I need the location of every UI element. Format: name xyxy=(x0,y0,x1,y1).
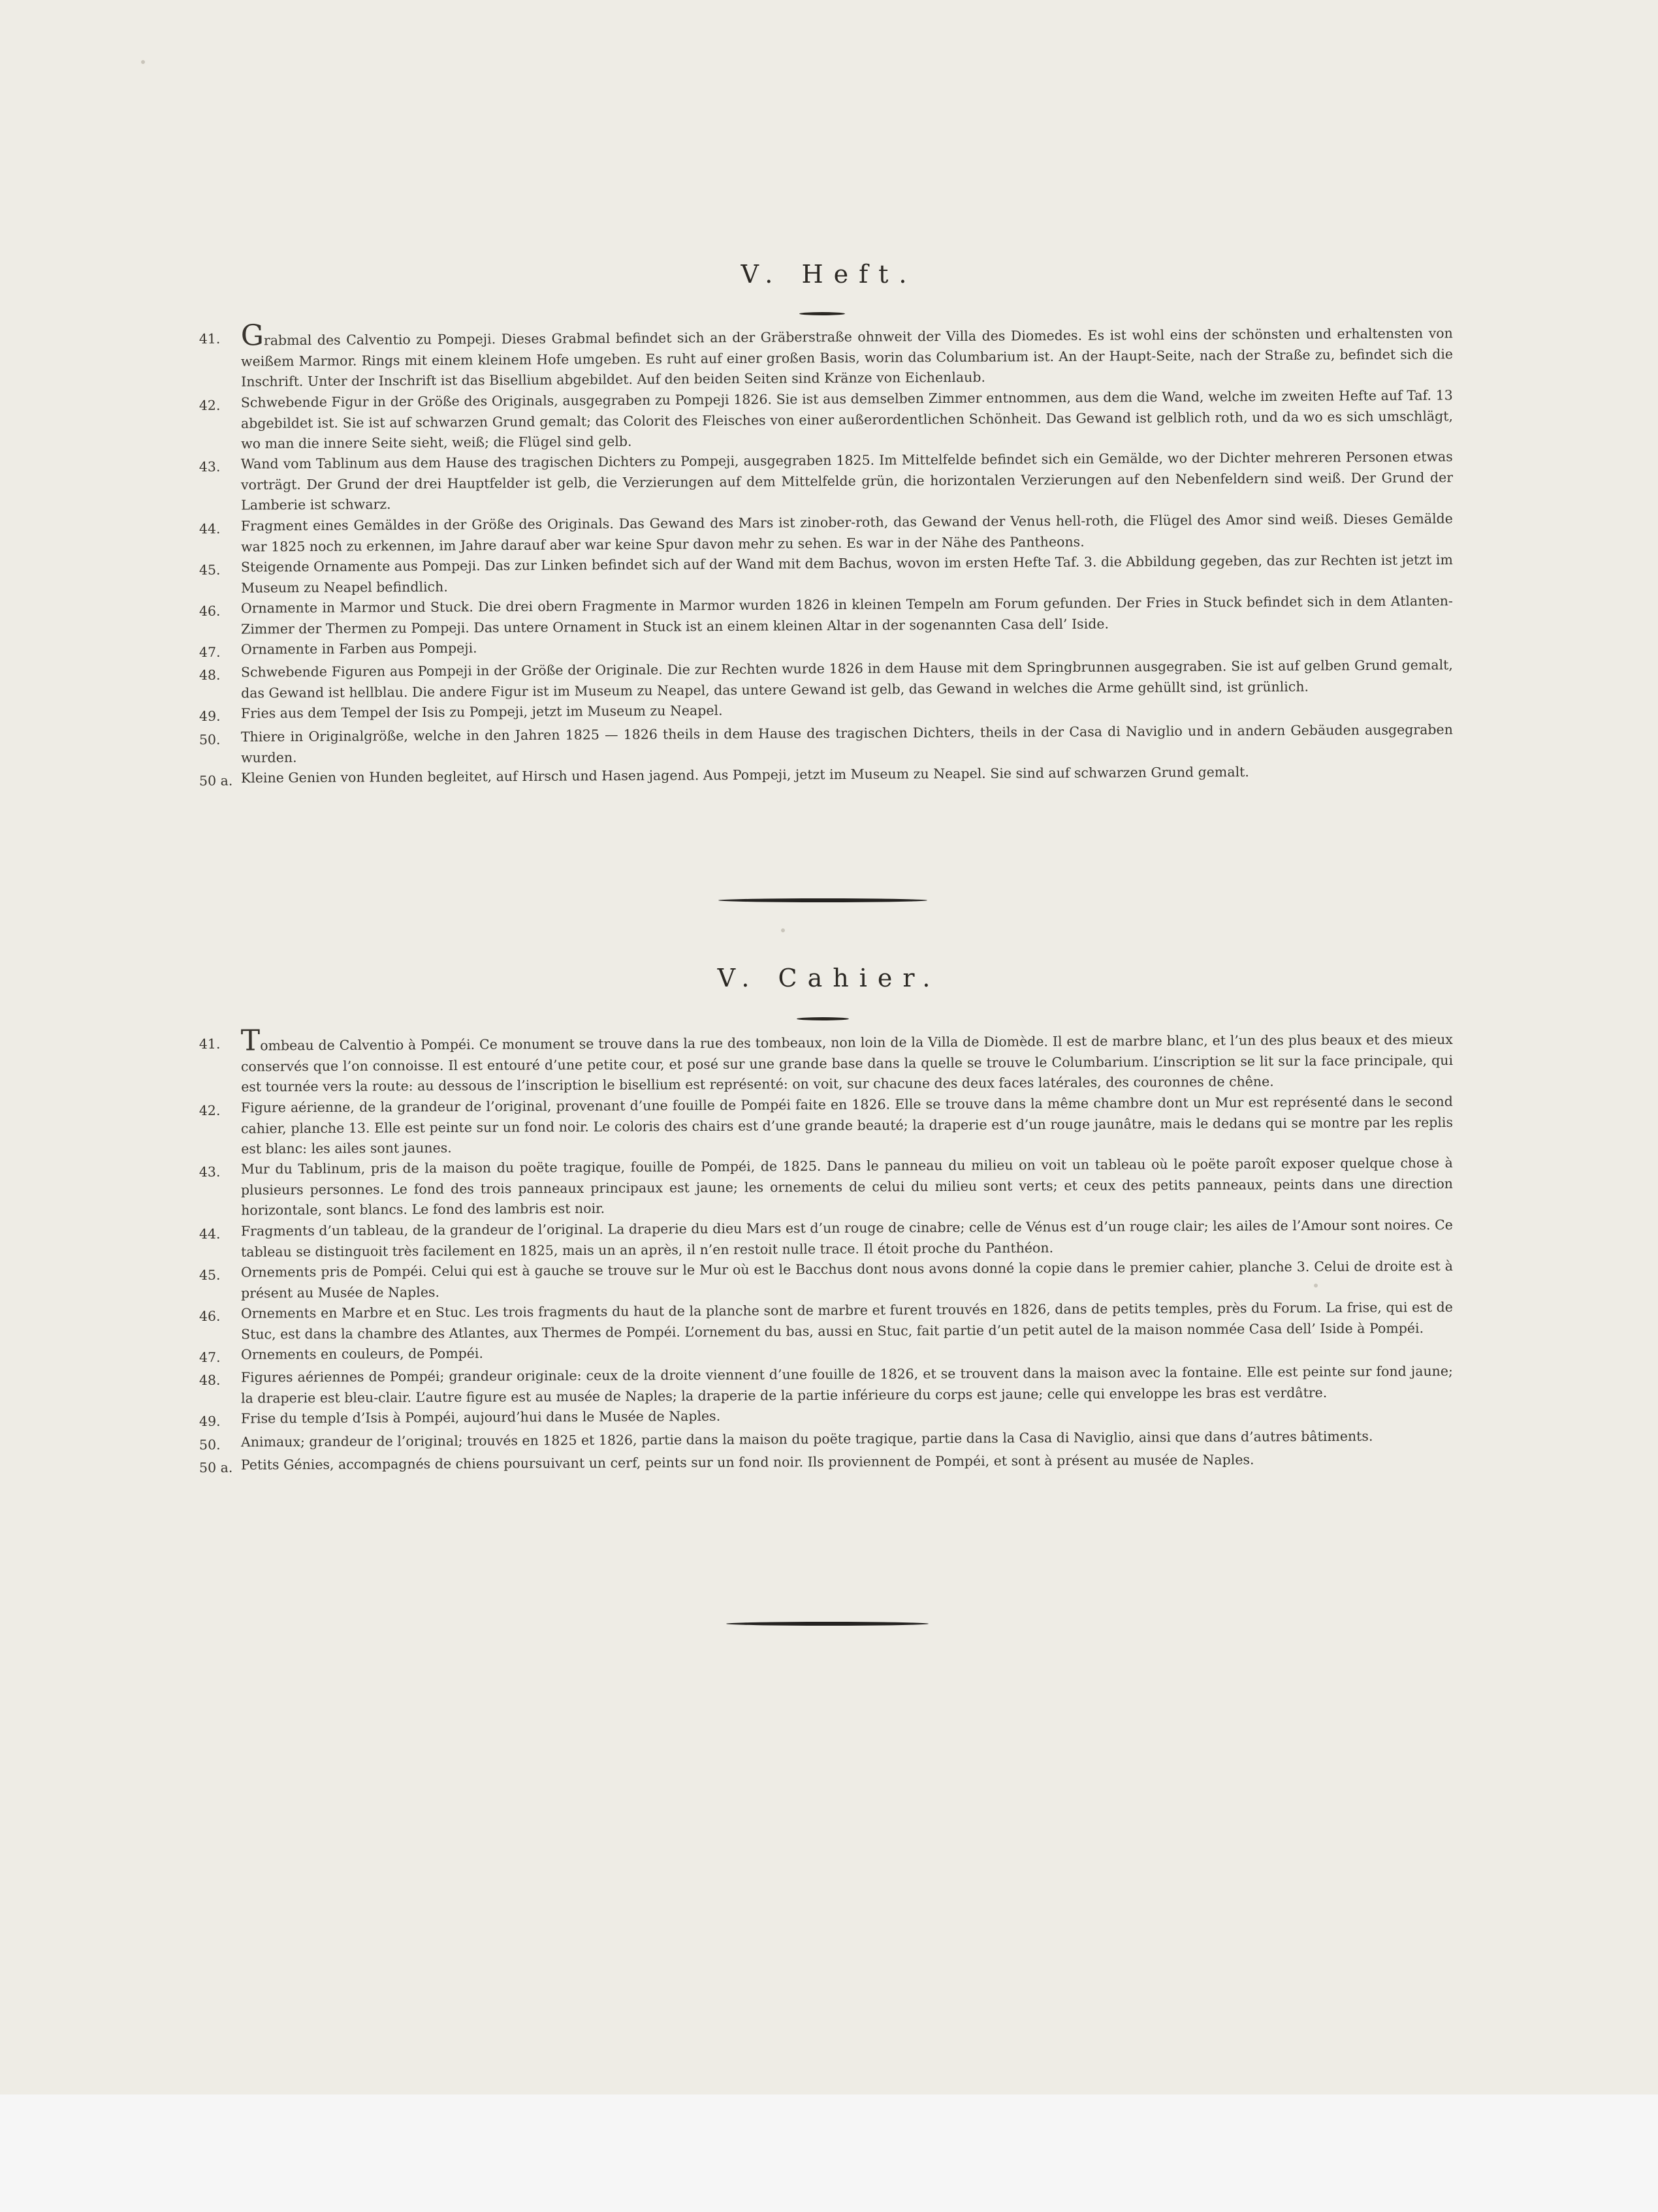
entry-number: 41. xyxy=(199,330,221,347)
entry-body: Ornamente in Marmor und Stuck. Die drei obern Fragmente in Marmor wurden 1826 in kleinen Tempeln am Forum gefunden. Der Fries in Stuck befindet sich in dem Atlanten-Zimmer der Thermen zu Pompeji. Das untere Ornament in Stuck ist an einem kleinen Altar in der sogenannten Casa dell’ Iside. xyxy=(240,592,1453,637)
entry-body: Schwebende Figur in der Größe des Originals, ausgegraben zu Pompeji 1826. Sie ist aus demselben Zimmer entnommen, aus dem die Wand, welche im zweiten Hefte auf Taf. 13 abgebildet ist. Sie ist auf schwarzen Grund gemalt; das Colorit des Fleisches von einer außerordentlichen Schönheit. Das Gewand ist gelblich roth, und da wo es sich umschlägt, wo man die innere Seite sieht, weiß; die Flügel sind gelb. xyxy=(240,387,1454,452)
heft-entries xyxy=(199,319,1454,791)
heft-entry-45 xyxy=(199,550,1453,599)
entry-body: Wand vom Tablinum aus dem Hause des tragischen Dichters zu Pompeji, ausgegraben 1825. Im Mittelfelde befindet sich ein Gemälde, wo der Dichter mehreren Personen etwas vorträgt. Der Grund der drei Hauptfelder ist gelb, die Verzierungen auf dem Mittelfelde grün, die horizontalen Verzierungen auf den Nebenfeldern sind weiß. Der Grund der Lamberie ist schwarz. xyxy=(240,449,1454,513)
entry-body: Ornements en Marbre et en Stuc. Les trois fragments du haut de la planche sont de marbre et furent trouvés en 1826, dans de petits temples, près du Forum. La frise, qui est de Stuc, est dans la chambre des Atlantes, aux Thermes de Pompéi. L’ornement du bas, aussi en Stuc, fait partie d’un petit autel de la maison nommée Casa dell’ Iside à Pompéi. xyxy=(240,1299,1453,1342)
heft-entry-43 xyxy=(199,447,1454,516)
heft-entry-44 xyxy=(199,509,1453,558)
entry-body: Steigende Ornamente aus Pompeji. Das zur Linken befindet sich auf der Wand mit dem Bachus, wovon im ersten Hefte Taf. 3. die Abbildung gegeben, das zur Rechten ist jetzt im Museum zu Neapel befindlich. xyxy=(240,551,1453,595)
entry-body: Thiere in Originalgröße, welche in den Jahren 1825 — 1826 theils in dem Hause des tragischen Dichters, theils in der Casa di Naviglio und in andern Gebäuden ausgegraben wurden. xyxy=(240,721,1453,765)
heft-entry-46 xyxy=(199,591,1453,640)
heft-title: V. Heft. xyxy=(741,260,917,289)
entry-body: Schwebende Figuren aus Pompeji in der Größe der Originale. Die zur Rechten wurde 1826 in dem Hause mit dem Springbrunnen ausgegraben. Sie ist auf gelben Grund gemalt, das Gewand ist hellblau. Die andere Figur ist im Museum zu Neapel, das untere Gewand ist gelb, das Gewand in welches die Arme gehüllt sind, ist grünlich. xyxy=(240,657,1453,701)
entry-number: 49. xyxy=(199,1413,221,1429)
cahier-entry-41 xyxy=(199,1025,1454,1098)
entry-number: 50 a. xyxy=(199,1459,233,1476)
entry-body: Mur du Tablinum, pris de la maison du poëte tragique, fouille de Pompéi, de 1825. Dans le panneau du milieu on voit un tableau où le poëte paroît exposer quelque chose à plusieurs personnes. Le fond des trois panneaux principaux est jaune; les ornements de celui du milieu sont verts; et ceux des petits panneaux, peints dans une direction horizontale, sont blancs. Le fond des lambris est noir. xyxy=(240,1154,1454,1218)
entry-number: 43. xyxy=(199,1163,221,1180)
cahier-entry-42 xyxy=(199,1091,1453,1160)
entry-body: Ornements en couleurs, de Pompéi. xyxy=(240,1345,483,1363)
entry-number: 49. xyxy=(199,708,221,724)
entry-number: 48. xyxy=(199,1372,221,1388)
entry-number: 42. xyxy=(199,1102,221,1118)
entry-body: ombeau de Calventio à Pompéi. Ce monument se trouve dans la rue des tombeaux, non loin de la Villa de Diomède. Il est de marbre blanc, et l’un des plus beaux et des mieux conservés que l’on connoisse. Il est entouré d’une petite cour, et posé sur une grande base dans la quelle se trouve le Columbarium. L’inscription se lit sur la face principale, qui est tournée vers la route: au dessous de l’inscription le bisellium est représenté: on voit, sur chacune des deux faces latérales, des couronnes de chêne. xyxy=(240,1031,1454,1095)
entry-number: 46. xyxy=(199,1308,221,1324)
drop-cap: T xyxy=(240,1024,261,1058)
entry-number: 50. xyxy=(199,731,221,748)
heft-title-rule xyxy=(799,312,845,315)
cahier-entry-48 xyxy=(199,1361,1453,1409)
heft-entry-48 xyxy=(199,655,1453,704)
entry-body: Fries aus dem Tempel der Isis zu Pompeji, jetzt im Museum zu Neapel. xyxy=(240,703,723,721)
entry-number: 44. xyxy=(199,1225,221,1242)
entry-number: 47. xyxy=(199,644,221,660)
section-separator xyxy=(726,1622,929,1626)
entry-body: Kleine Genien von Hunden begleitet, auf Hirsch und Hasen jagend. Aus Pompeji, jetzt im Museum zu Neapel. Sie sind auf schwarzen Grund gemalt. xyxy=(240,763,1249,786)
cahier-entry-46 xyxy=(199,1297,1453,1344)
paper-speck xyxy=(781,928,785,932)
entry-body: Figure aérienne, de la grandeur de l’original, provenant d’une fouille de Pompéi faite en 1826. Elle se trouve dans la même chambre dont un Mur est représenté dans le second cahier, planche 13. Elle est peinte sur un fond noir. Le coloris des chairs est d’une grande beauté; la draperie est d’un rouge jaunâtre, mais le dedans qui se montre par les replis est blanc: les ailes sont jaunes. xyxy=(240,1093,1454,1157)
drop-cap: G xyxy=(240,319,264,353)
entry-number: 45. xyxy=(199,561,221,578)
entry-number: 41. xyxy=(199,1035,221,1052)
heft-entry-42 xyxy=(199,385,1454,454)
entry-number: 42. xyxy=(199,397,221,413)
entry-number: 48. xyxy=(199,667,221,683)
heft-entry-50 xyxy=(199,719,1453,768)
entry-body: Figures aériennes de Pompéi; grandeur originale: ceux de la droite viennent d’une fouille de 1826, et se trouvent dans la maison avec la fontaine. Elle est peinte sur fond jaune; la draperie est bleu-clair. L’autre figure est au musée de Naples; la draperie de la partie inférieure du corps est jaune; celle qui enveloppe les bras est verdâtre. xyxy=(240,1363,1453,1406)
entry-text xyxy=(241,319,1454,392)
viewer-footer xyxy=(0,2094,1658,2212)
entry-body: Ornements pris de Pompéi. Celui qui est à gauche se trouve sur le Mur où est le Bacchus dont nous avons donné la copie dans le premier cahier, planche 3. Celui de droite est à présent au Musée de Naples. xyxy=(240,1257,1453,1301)
heft-entry-41 xyxy=(199,319,1454,392)
entry-number: 43. xyxy=(199,458,221,475)
entry-number: 46. xyxy=(199,603,221,619)
cahier-entry-43 xyxy=(199,1153,1453,1222)
entry-body: Petits Génies, accompagnés de chiens poursuivant un cerf, peints sur un fond noir. Ils proviennent de Pompéi, et sont à présent au musée de Naples. xyxy=(240,1451,1254,1473)
entry-body: Ornamente in Farben aus Pompeji. xyxy=(240,639,477,657)
entry-body: Animaux; grandeur de l’original; trouvés en 1825 et 1826, partie dans la maison du poëte tragique, partie dans la Casa di Naviglio, ainsi que dans d’autres bâtiments. xyxy=(240,1428,1373,1450)
entry-body: Fragments d’un tableau, de la grandeur de l’original. La draperie du dieu Mars est d’un rouge de cinabre; celle de Vénus est d’un rouge clair; les ailes de l’Amour sont noires. Ce tableau se distinguoit très facilement en 1825, mais un an après, il n’en restoit nulle trace. Il étoit proche du Panthéon. xyxy=(240,1216,1453,1259)
entry-number: 47. xyxy=(199,1349,221,1365)
cahier-title-rule xyxy=(797,1017,849,1020)
entry-text xyxy=(241,1025,1454,1098)
cahier-entry-44 xyxy=(199,1214,1453,1262)
cahier-entry-45 xyxy=(199,1256,1453,1303)
entry-number: 44. xyxy=(199,520,221,537)
entry-body: rabmal des Calventio zu Pompeji. Dieses Grabmal befindet sich an der Gräberstraße ohnweit der Villa des Diomedes. Es ist wohl eins der schönsten und erhaltensten von weißem Marmor. Rings mit einem kleinem Hofe umgeben. Es ruht auf einer großen Basis, worin das Columbarium ist. An der Haupt-Seite, nach der Straße zu, befindet sich die Inschrift. Unter der Inschrift ist das Bisellium abgebildet. Auf den beiden Seiten sind Kränze von Eichenlaub. xyxy=(240,325,1454,390)
paper-speck xyxy=(141,60,145,64)
cahier-title: V. Cahier. xyxy=(717,964,941,992)
entry-body: Fragment eines Gemäldes in der Größe des Originals. Das Gewand des Mars ist zinober-roth, das Gewand der Venus hell-roth, die Flügel des Amor sind weiß. Dieses Gemälde war 1825 noch zu erkennen, im Jahre darauf aber war keine Spur davon mehr zu sehen. Es war in der Nähe des Pantheons. xyxy=(240,510,1453,554)
section-separator xyxy=(718,898,927,902)
entry-number: 45. xyxy=(199,1267,221,1283)
entry-number: 50 a. xyxy=(199,772,233,789)
entry-number: 50. xyxy=(199,1436,221,1453)
entry-body: Frise du temple d’Isis à Pompéi, aujourd’hui dans le Musée de Naples. xyxy=(240,1408,721,1427)
cahier-entries xyxy=(199,1024,1454,1479)
